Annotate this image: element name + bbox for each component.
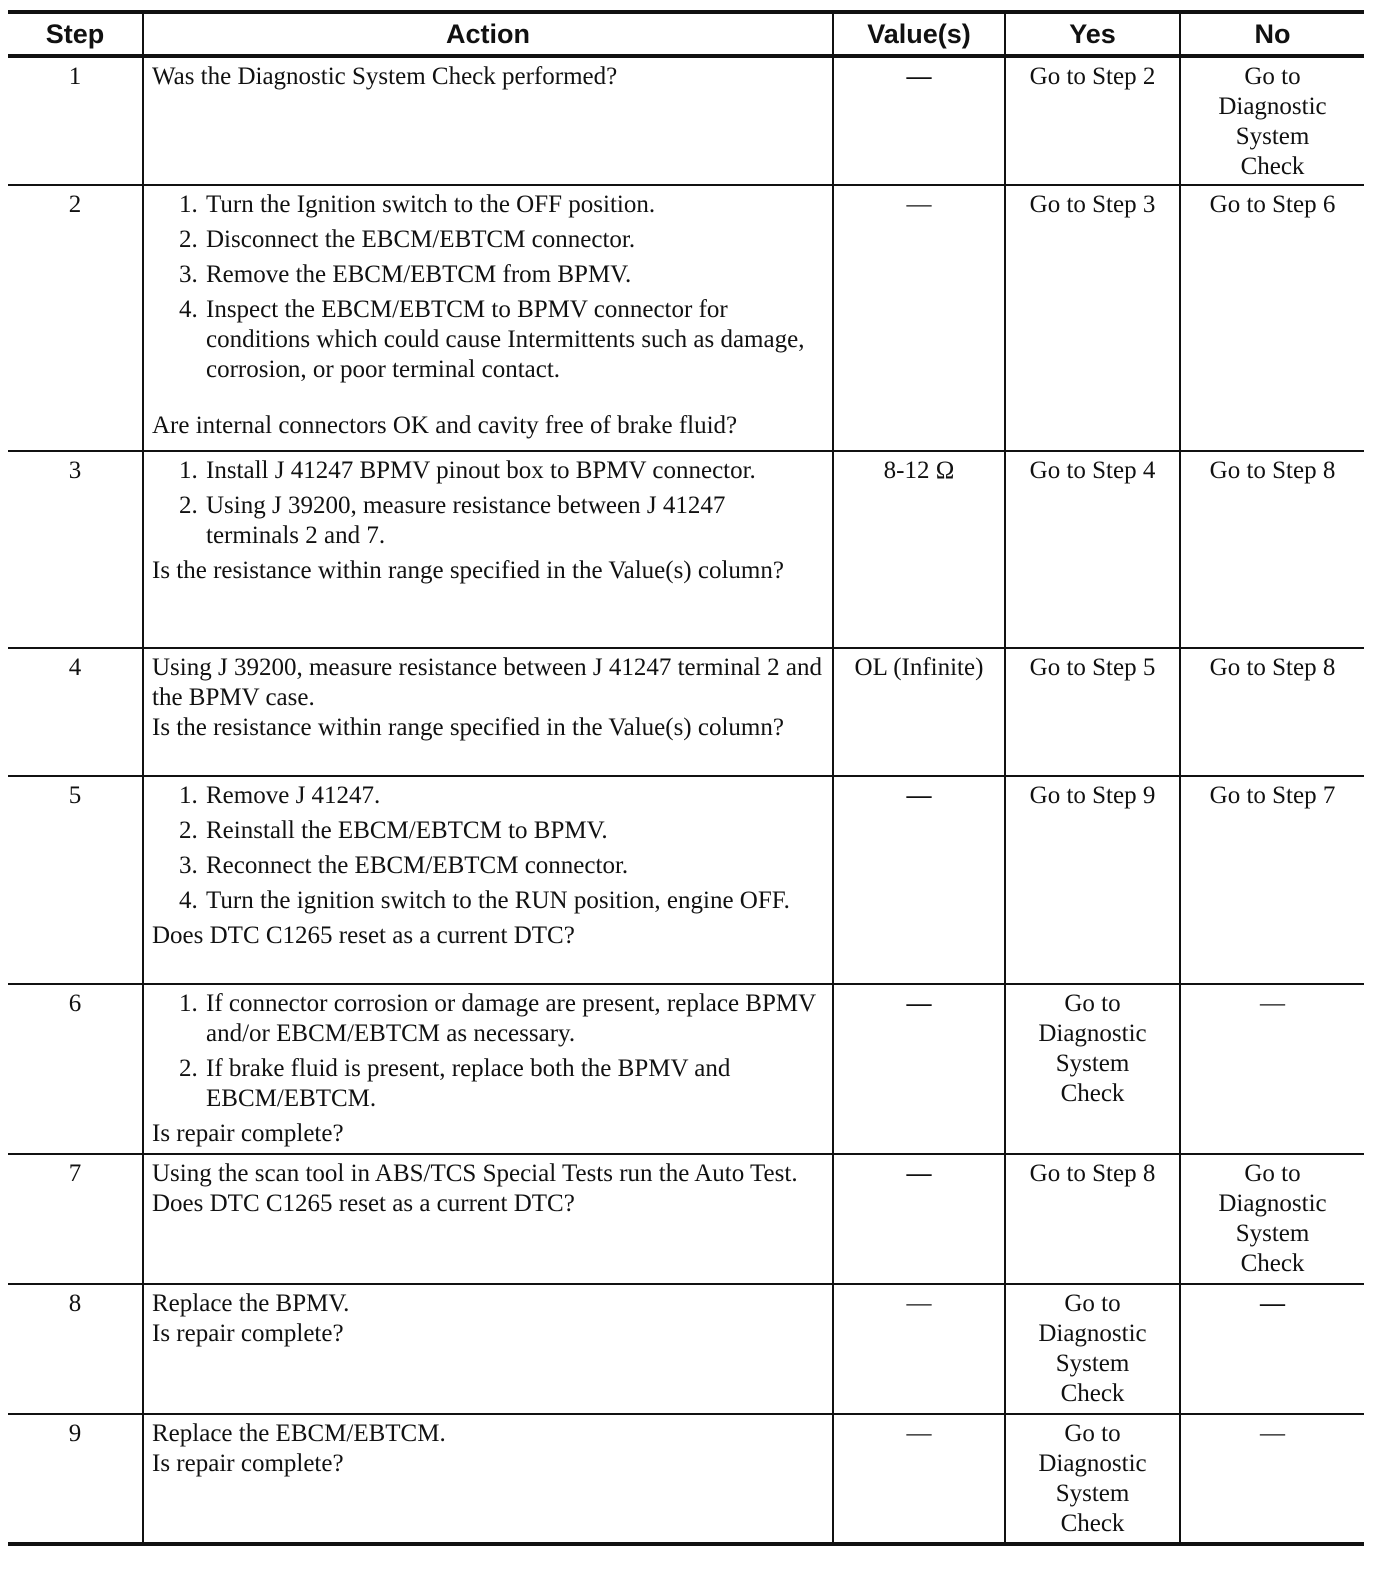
no-cell: —: [1180, 984, 1364, 1154]
action-cell: [143, 1284, 833, 1414]
action-question: Does DTC C1265 reset as a current DTC?: [152, 922, 575, 949]
yes-cell: Go to Diagnostic System Check: [1005, 1284, 1180, 1414]
action-list-item: 2. Using J 39200, measure resistance between J 41247 terminals 2 and 7.: [204, 491, 824, 551]
header-yes: Yes: [1005, 12, 1180, 56]
action-list-item: 1. If connector corrosion or damage are present, replace BPMV and/or EBCM/EBTCM as necessary.: [204, 989, 824, 1049]
action-list: [152, 190, 824, 385]
action-cell: [143, 776, 833, 984]
action-question: Is repair complete?: [152, 1120, 344, 1147]
table-row: [8, 56, 1364, 185]
action-list-item: 1. Install J 41247 BPMV pinout box to BPMV connector.: [204, 456, 824, 486]
yes-cell: Go to Step 2: [1005, 56, 1180, 185]
action-text: Using the scan tool in ABS/TCS Special Tests run the Auto Test.: [152, 1160, 798, 1187]
header-step: Step: [8, 12, 143, 56]
table-row: [8, 451, 1364, 648]
diagnostic-sheet: [8, 10, 1364, 1546]
action-list-item: 3. Reconnect the EBCM/EBTCM connector.: [204, 851, 824, 881]
yes-cell: Go to Diagnostic System Check: [1005, 1414, 1180, 1544]
table-row: [8, 984, 1364, 1154]
action-list-item: 2. If brake fluid is present, replace both the BPMV and EBCM/EBTCM.: [204, 1054, 824, 1114]
step-number: 2: [8, 185, 143, 451]
yes-cell: Go to Step 9: [1005, 776, 1180, 984]
action-list-item: 3. Remove the EBCM/EBTCM from BPMV.: [204, 260, 824, 290]
no-cell: Go to Step 8: [1180, 648, 1364, 776]
value-cell: —: [833, 984, 1005, 1154]
table-row: [8, 185, 1364, 451]
yes-cell: Go to Step 5: [1005, 648, 1180, 776]
step-number: 6: [8, 984, 143, 1154]
header-no: No: [1180, 12, 1364, 56]
action-question: Is repair complete?: [152, 1450, 344, 1477]
step-number: 8: [8, 1284, 143, 1414]
value-cell: OL (Infinite): [833, 648, 1005, 776]
action-cell: [143, 1154, 833, 1284]
step-number: 1: [8, 56, 143, 185]
action-cell: [143, 1414, 833, 1544]
step-number: 3: [8, 451, 143, 648]
table-row: [8, 648, 1364, 776]
action-list-item: 1. Remove J 41247.: [204, 781, 824, 811]
header-action: Action: [143, 12, 833, 56]
value-cell: —: [833, 56, 1005, 185]
no-cell: —: [1180, 1284, 1364, 1414]
no-cell: —: [1180, 1414, 1364, 1544]
no-cell: Go to Step 7: [1180, 776, 1364, 984]
action-cell: [143, 185, 833, 451]
action-list: [152, 456, 824, 551]
action-list: [152, 989, 824, 1114]
yes-cell: Go to Step 3: [1005, 185, 1180, 451]
value-cell: —: [833, 1154, 1005, 1284]
value-cell: —: [833, 1414, 1005, 1544]
step-number: 9: [8, 1414, 143, 1544]
action-list: [152, 781, 824, 916]
no-cell: Go to Diagnostic System Check: [1180, 56, 1364, 185]
value-cell: 8-12 Ω: [833, 451, 1005, 648]
action-text: Replace the EBCM/EBTCM.: [152, 1420, 446, 1447]
action-cell: [143, 648, 833, 776]
action-question: Is repair complete?: [152, 1320, 344, 1347]
action-list-item: 2. Reinstall the EBCM/EBTCM to BPMV.: [204, 816, 824, 846]
no-cell: Go to Diagnostic System Check: [1180, 1154, 1364, 1284]
action-list-item: 4. Turn the ignition switch to the RUN position, engine OFF.: [204, 886, 824, 916]
no-cell: Go to Step 6: [1180, 185, 1364, 451]
action-list-item: 1. Turn the Ignition switch to the OFF position.: [204, 190, 824, 220]
yes-cell: Go to Step 4: [1005, 451, 1180, 648]
value-cell: —: [833, 185, 1005, 451]
action-cell: [143, 56, 833, 185]
header-values: Value(s): [833, 12, 1005, 56]
header-row: [8, 12, 1364, 56]
table-row: [8, 1154, 1364, 1284]
table-row: [8, 776, 1364, 984]
step-number: 4: [8, 648, 143, 776]
action-text: Replace the BPMV.: [152, 1290, 350, 1317]
table-row: [8, 1414, 1364, 1544]
action-question: Are internal connectors OK and cavity free of brake fluid?: [152, 412, 738, 439]
action-text: Using J 39200, measure resistance between J 41247 terminal 2 and the BPMV case.: [152, 654, 822, 711]
action-text: Was the Diagnostic System Check performed?: [152, 63, 618, 90]
action-cell: [143, 451, 833, 648]
value-cell: —: [833, 1284, 1005, 1414]
yes-cell: Go to Step 8: [1005, 1154, 1180, 1284]
yes-cell: Go to Diagnostic System Check: [1005, 984, 1180, 1154]
action-list-item: 2. Disconnect the EBCM/EBTCM connector.: [204, 225, 824, 255]
step-number: 5: [8, 776, 143, 984]
action-list-item: 4. Inspect the EBCM/EBTCM to BPMV connector for conditions which could cause Intermittents such as damage, corrosion, or poor terminal contact.: [204, 295, 824, 385]
no-cell: Go to Step 8: [1180, 451, 1364, 648]
action-question: Does DTC C1265 reset as a current DTC?: [152, 1190, 575, 1217]
table-row: [8, 1284, 1364, 1414]
diagnostic-table: [8, 10, 1364, 1546]
action-cell: [143, 984, 833, 1154]
value-cell: —: [833, 776, 1005, 984]
action-question: Is the resistance within range specified in the Value(s) column?: [152, 557, 784, 584]
step-number: 7: [8, 1154, 143, 1284]
action-question: Is the resistance within range specified in the Value(s) column?: [152, 714, 784, 741]
